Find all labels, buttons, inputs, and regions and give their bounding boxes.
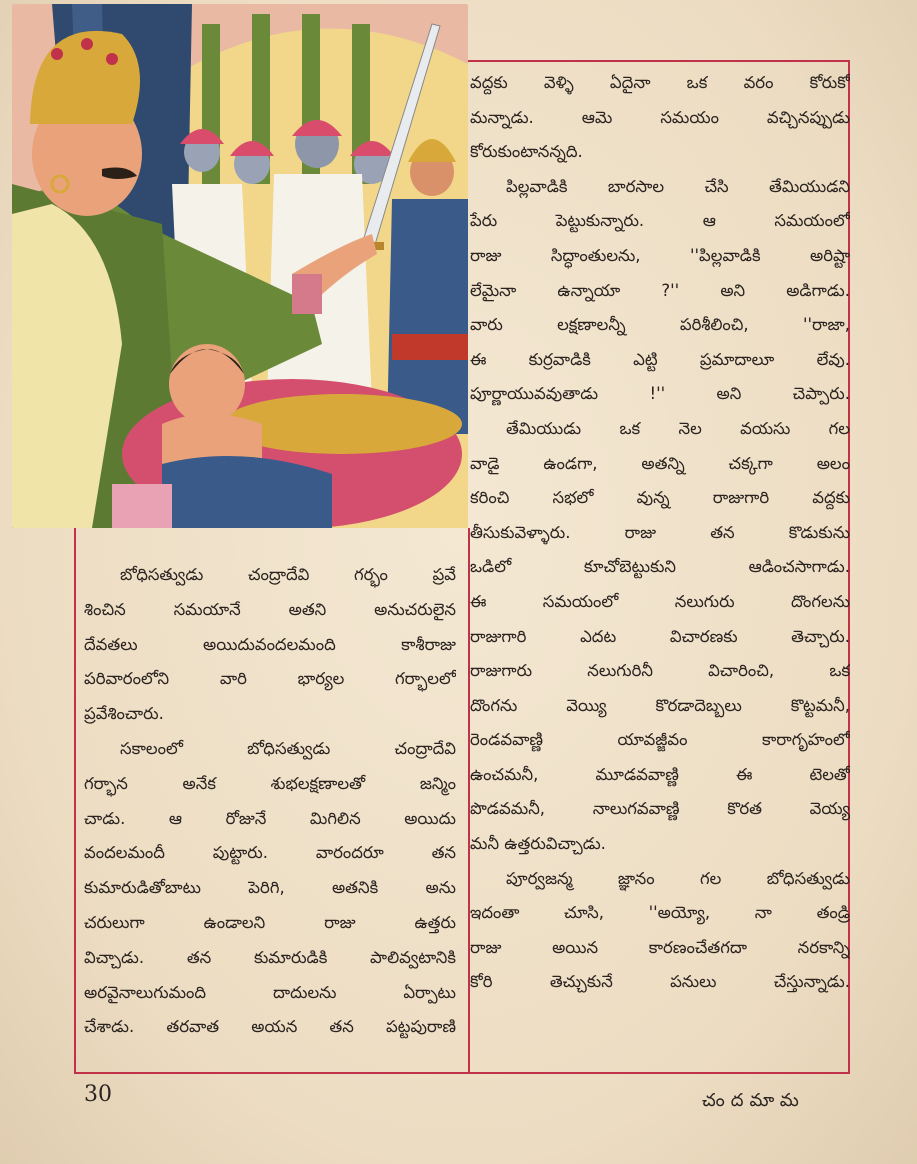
- king-court-illustration-icon: [12, 4, 468, 528]
- text-line: లేమైనా ఉన్నాయా ?'' అని అడిగాడు.: [470, 280, 850, 300]
- text-line: విచ్చాడు. తన కుమారుడికి పాలివ్వటానికి: [84, 947, 456, 967]
- text-line: వాడై ఉండగా, అతన్ని చక్కగా అలం: [470, 453, 850, 473]
- text-line: పిల్లవాడికి బారసాల చేసి తేమియుడని: [506, 176, 850, 196]
- magazine-name: చందమామ: [702, 1090, 805, 1111]
- frame-line-left: [74, 528, 76, 1074]
- text-line: దేవతలు అయిదువందలమంది కాశీరాజు: [84, 634, 456, 654]
- text-column-right: [470, 66, 850, 1000]
- king-court-illustration: [12, 4, 468, 528]
- text-line: రాజు అయిన కారణంచేతగదా నరకాన్ని: [470, 937, 850, 957]
- text-line: దొంగను వెయ్యి కొరడాదెబ్బలు కొట్టమనీ,: [470, 695, 850, 715]
- text-line: ఈ కుర్రవాడికి ఎట్టి ప్రమాదాలూ లేవు.: [470, 349, 850, 369]
- text-line: మన్నాడు. ఆమె సమయం వచ్చినప్పుడు: [470, 107, 850, 127]
- text-line: పూర్వజన్మ జ్ఞానం గల బోధిసత్వుడు: [506, 868, 850, 888]
- text-line: ఉంచమనీ, మూడవవాణ్ణి ఈ టెలతో: [470, 764, 850, 784]
- text-line: శించిన సమయానే అతని అనుచరులైన: [84, 599, 456, 619]
- text-line: రాజుగారి ఎదట విచారణకు తెచ్చారు.: [470, 626, 850, 646]
- text-line: వద్దకు వెళ్ళి ఏదైనా ఒక వరం కోరుకో: [470, 73, 850, 92]
- text-line: ఈ సమయంలో నలుగురు దొంగలను: [470, 591, 850, 611]
- text-line: కోరి తెచ్చుకునే పనులు చేస్తున్నాడు.: [470, 972, 850, 992]
- text-line: ఇదంతా చూసి, ''అయ్యో, నా తండ్రి: [470, 903, 850, 923]
- text-line: రాజుగారు నలుగురినీ విచారించి, ఒక: [470, 661, 850, 681]
- text-line: పొడవమనీ, నాలుగవవాణ్ణి కొరత వెయ్య: [470, 799, 850, 819]
- text-line: బోధిసత్వుడు చంద్రాదేవి గర్భం ప్రవే: [120, 565, 456, 584]
- text-line: అరవైనాలుగుమంది దాదులను ఏర్పాటు: [84, 982, 456, 1002]
- text-line: పరివారంలోని వారి భార్యల గర్భాలలో: [84, 669, 456, 689]
- text-line: ఒడిలో కూచోబెట్టుకుని ఆడించసాగాడు.: [470, 557, 850, 577]
- text-line: చరులుగా ఉండాలని రాజు ఉత్తరు: [84, 912, 456, 932]
- text-line: చేశాడు. తరవాత అయన తన పట్టపురాణి: [84, 1017, 456, 1037]
- text-line: కరించి సభలో వున్న రాజుగారి వద్దకు: [470, 488, 850, 508]
- text-line: పూర్ణాయువవుతాడు !'' అని చెప్పారు.: [470, 384, 850, 404]
- frame-line-top: [468, 60, 850, 62]
- text-line: వారు లక్షణాలన్నీ పరిశీలించి, ''రాజా,: [470, 315, 850, 335]
- text-line: తీసుకువెళ్ళారు. రాజు తన కొడుకును: [470, 522, 850, 542]
- text-line: గర్భాన అనేక శుభలక్షణాలతో జన్మిం: [84, 773, 456, 793]
- text-line: చాడు. ఆ రోజునే మిగిలిన అయిదు: [84, 808, 456, 828]
- frame-line-bottom: [74, 1072, 850, 1074]
- text-line: తేమియుడు ఒక నెల వయసు గల: [506, 418, 850, 438]
- page-number: 30: [84, 1082, 112, 1107]
- text-line: పేరు పెట్టుకున్నారు. ఆ సమయంలో: [470, 211, 850, 231]
- text-line: కుమారుడితోబాటు పెరిగి, అతనికి అను: [84, 878, 456, 898]
- text-line: రెండవవాణ్ణి యావజ్జీవం కారాగృహంలో: [470, 730, 850, 750]
- text-line: మనీ ఉత్తరువిచ్చాడు.: [470, 834, 606, 854]
- text-line: సకాలంలో బోధిసత్వుడు చంద్రాదేవి: [120, 738, 456, 758]
- text-line: ప్రవేశించారు.: [84, 704, 164, 724]
- text-line: వందలమందీ పుట్టారు. వారందరూ తన: [84, 843, 456, 863]
- text-line: కోరుకుంటానన్నది.: [470, 142, 583, 162]
- text-column-left: [84, 558, 456, 1045]
- text-line: రాజు సిద్ధాంతులను, ''పిల్లవాడికి అరిష్టా: [470, 245, 850, 265]
